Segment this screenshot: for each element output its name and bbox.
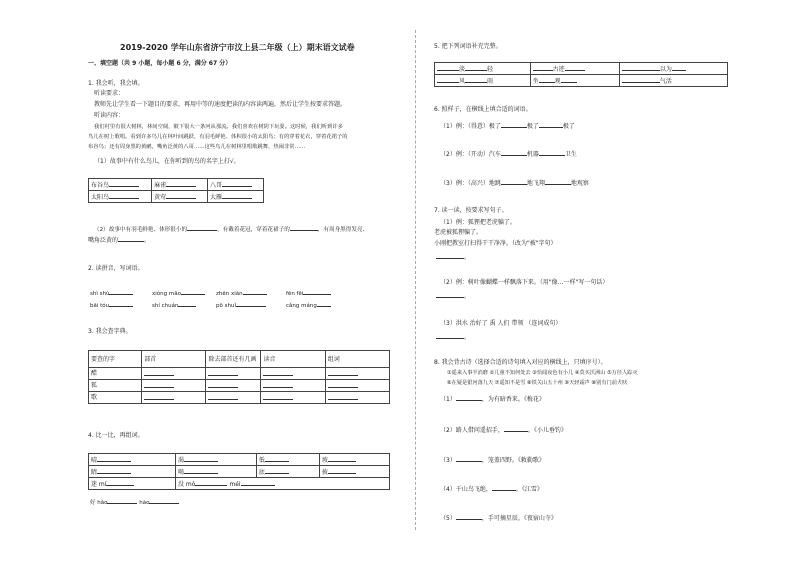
answer-blank[interactable]: [436, 291, 464, 298]
idiom-word: 风: [459, 78, 466, 85]
bird-cell[interactable]: [152, 179, 208, 191]
compare-cell[interactable]: [256, 454, 319, 466]
answer-blank[interactable]: [106, 479, 134, 486]
table-cell-char: 狐: [89, 380, 142, 392]
q3-heading: 3. 我会查字典。: [88, 328, 132, 335]
table-cell[interactable]: [206, 380, 261, 392]
char: 迷 mí: [91, 481, 107, 488]
q1-sub2: [94, 224, 368, 234]
table-header: 要查的字: [89, 351, 142, 368]
q6-text: 卫生: [564, 151, 577, 158]
compare-cell[interactable]: [319, 466, 389, 478]
table-cell[interactable]: [261, 380, 325, 392]
q8-text: ，笼盖四野。《敕勒歌》: [481, 457, 545, 464]
answer-blank[interactable]: [222, 180, 252, 187]
answer-blank[interactable]: [545, 178, 571, 185]
q1-sub2-cont: 嘴角泛黄的 。: [88, 237, 151, 244]
q8-text: （5）: [440, 515, 456, 522]
answer-blank[interactable]: [144, 369, 174, 376]
answer-blank[interactable]: [328, 455, 356, 462]
q8-line: [440, 394, 545, 404]
q6-text: 极了: [526, 123, 539, 130]
idiom-cell[interactable]: [435, 63, 531, 75]
table-header: 读音: [261, 351, 325, 368]
answer-blank[interactable]: [437, 64, 459, 71]
q6-text: （1）例：（得意）极了: [440, 123, 501, 130]
answer-blank[interactable]: [622, 76, 660, 83]
table-cell[interactable]: [325, 368, 389, 380]
dictionary-table: [88, 350, 390, 404]
answer-blank[interactable]: [465, 76, 487, 83]
idiom-cell[interactable]: [530, 75, 619, 87]
table-cell[interactable]: [325, 392, 389, 404]
answer-blank[interactable]: [456, 394, 482, 401]
bird-name: 八哥: [210, 182, 223, 189]
pinyin-row: [90, 300, 346, 310]
char: méi: [229, 481, 241, 488]
answer-blank[interactable]: [456, 455, 482, 462]
pinyin: fēn fēi: [286, 291, 304, 297]
compare-cell[interactable]: [256, 466, 319, 478]
answer-blank[interactable]: [501, 178, 527, 185]
compare-table: [88, 453, 390, 490]
q6-line: [440, 149, 577, 159]
char: 睛: [91, 469, 98, 476]
idiom-cell[interactable]: [619, 63, 727, 75]
q1-material-label: 听读内容：: [94, 112, 125, 119]
idiom-word: 坐: [532, 78, 539, 85]
answer-blank[interactable]: [561, 76, 577, 83]
answer-blank[interactable]: [303, 288, 331, 295]
answer-blank[interactable]: [236, 300, 266, 307]
bird-name: 太阳鸟: [91, 194, 110, 201]
q1-material-line: 鸟儿在树上歌唱。看到许多鸟儿在林叶间跳跃，有羽毛鲜艳、体积很小的太阳鸟；有的穿着花衣，穿着花裙子的: [88, 134, 348, 140]
answer-blank[interactable]: [166, 180, 196, 187]
q1-sub1: （1）故事中有什么鸟儿，在你听到的鸟的名字上打√。: [94, 158, 240, 165]
section-heading: 一、填空题（共 9 小题，每小题 6 分，满分 67 分）: [88, 60, 232, 67]
answer-blank[interactable]: [109, 300, 133, 307]
answer-blank[interactable]: [328, 393, 358, 400]
answer-blank[interactable]: [328, 381, 358, 388]
q6-line: [440, 121, 575, 131]
bird-cell[interactable]: [208, 191, 264, 203]
char: hào: [139, 500, 150, 506]
table-cell[interactable]: [206, 392, 261, 404]
compare-cell[interactable]: [89, 466, 176, 478]
bird-name: 黄莺: [154, 194, 167, 201]
compare-cell[interactable]: [176, 466, 257, 478]
answer-blank[interactable]: [539, 76, 555, 83]
q1-sub2-text: （2）故事中有羽毛鲜艳、体形很小的: [94, 227, 188, 233]
q1-sub2-text: 嘴角泛黄的: [88, 237, 119, 244]
answer-blank[interactable]: [328, 467, 356, 474]
answer-blank[interactable]: [622, 64, 660, 71]
char: 底: [258, 469, 265, 476]
answer-blank[interactable]: [263, 381, 293, 388]
char: 晴: [91, 457, 98, 464]
q2-heading: 2. 读拼音，写词语。: [88, 265, 144, 272]
answer-blank[interactable]: [317, 300, 331, 307]
answer-blank[interactable]: [533, 64, 553, 71]
q8-text: ，为有暗香来。《梅花》: [481, 396, 545, 403]
idiom-word: 淡: [459, 66, 466, 73]
char: 低: [258, 457, 265, 464]
table-cell[interactable]: [261, 392, 325, 404]
pinyin: bāi tóu: [90, 303, 110, 309]
char: 披: [321, 469, 328, 476]
answer-blank[interactable]: [465, 64, 487, 71]
q8-line: [440, 484, 543, 494]
q6-heading: 6. 照样子，在横线上填合适的词语。: [434, 106, 532, 113]
q6-text: 地观察: [570, 180, 589, 187]
pinyin-row: [90, 288, 346, 298]
bird-cell[interactable]: [89, 179, 152, 191]
bird-cell[interactable]: [208, 179, 264, 191]
answer-blank[interactable]: [109, 192, 139, 199]
answer-blank[interactable]: [181, 288, 205, 295]
q8-line: [440, 455, 545, 465]
table-cell[interactable]: [206, 368, 261, 380]
q8-heading: 8. 我会背古诗（选择合适的诗句填入对应的横线上，只填序号）。: [434, 359, 607, 366]
answer-blank[interactable]: [492, 484, 516, 491]
idiom-cell[interactable]: [530, 63, 619, 75]
q7-prompt: （3）洪水 治好了 禹 人们 带领 （连词成句）: [440, 320, 562, 327]
q8-line: [440, 425, 567, 435]
table-header: 除去部首还有几画: [206, 351, 261, 368]
table-header: 部首: [142, 351, 206, 368]
q7-prompt: 小刚把教室打扫得干干净净。（改为"被"字句）: [434, 240, 557, 247]
answer-blank[interactable]: [243, 288, 267, 295]
answer-blank[interactable]: [208, 369, 238, 376]
answer-blank[interactable]: [149, 497, 179, 504]
answer-blank[interactable]: [328, 369, 358, 376]
pinyin-cell[interactable]: [216, 288, 286, 298]
answer-blank[interactable]: [118, 235, 144, 242]
answer-blank[interactable]: [539, 149, 565, 156]
answer-blank[interactable]: [208, 393, 238, 400]
q7-answer: 。: [436, 252, 470, 262]
answer-blank[interactable]: [178, 300, 196, 307]
bird-name: 布谷鸟: [91, 182, 110, 189]
answer-blank[interactable]: [539, 121, 563, 128]
answer-blank[interactable]: [144, 393, 174, 400]
table-cell[interactable]: [142, 380, 206, 392]
table-cell[interactable]: [261, 368, 325, 380]
compare-extra: [90, 497, 179, 507]
pinyin: zhēn xiàn: [216, 291, 243, 297]
q6-text: 极了: [562, 123, 575, 130]
answer-blank[interactable]: [107, 497, 137, 504]
q1-material-line: 我们村里有很大树林，林间空阔，陂下很大一条河从那流。我们喜欢在树阴下玩耍。这时候，我们听到许多: [94, 124, 343, 130]
char: 坡: [321, 457, 328, 464]
answer-blank[interactable]: [144, 381, 174, 388]
answer-blank[interactable]: [166, 192, 196, 199]
answer-blank[interactable]: [195, 479, 227, 486]
char: 喝: [178, 469, 185, 476]
q1-req-label: 听读要求：: [94, 90, 125, 97]
answer-blank[interactable]: [263, 369, 293, 376]
q7-example: 老虎被狐狸骗了。: [434, 229, 483, 236]
q6-text: （3）例：（高兴）地跳: [440, 180, 501, 187]
compare-cell[interactable]: [89, 478, 176, 490]
answer-blank[interactable]: [263, 393, 293, 400]
answer-blank[interactable]: [109, 288, 133, 295]
pinyin: pō shuǐ: [216, 303, 236, 309]
table-cell-char: 歌: [89, 392, 142, 404]
pinyin: shì shù: [90, 291, 110, 297]
answer-blank[interactable]: [109, 180, 139, 187]
table-cell-char: 醋: [89, 368, 142, 380]
q8-line: [440, 513, 557, 523]
answer-blank[interactable]: [290, 224, 318, 231]
bird-table: [88, 178, 264, 203]
answer-blank[interactable]: [222, 192, 252, 199]
q7-example: （1）例：狐狸把老虎骗了。: [440, 219, 516, 226]
table-cell[interactable]: [142, 368, 206, 380]
q7-answer: 。: [436, 291, 470, 301]
answer-blank[interactable]: [672, 64, 686, 71]
idiom-cell[interactable]: [619, 75, 727, 87]
q6-text: 地飞翔: [526, 180, 545, 187]
q8-text: ，手可摘星辰。《夜宿山寺》: [481, 515, 557, 522]
q8-text: （4）千山鸟飞绝，: [440, 486, 492, 493]
pinyin-cell[interactable]: [286, 288, 346, 298]
answer-blank[interactable]: [436, 332, 464, 339]
q1-material-line: 布谷鸟；还有周身黑的黄鹂，嘴角泛黄的八哥……这些鸟儿在树林里唱歌跳舞，热闹非常……: [88, 144, 306, 150]
q8-options: ⑥在疑是银河落九天 ⑦遥知不是雪 ⑧铁关山五十州 ⑨天轻霜声 ⑩别有门前犬吠: [447, 380, 628, 386]
idiom-word: 雨: [487, 78, 494, 85]
idiom-word: 以为: [659, 66, 672, 73]
answer-blank[interactable]: [265, 455, 289, 462]
pinyin-cell[interactable]: [90, 300, 152, 310]
pinyin-cell[interactable]: [216, 300, 286, 310]
q7-answer: 。: [436, 332, 470, 342]
answer-blank[interactable]: [265, 467, 289, 474]
answer-blank[interactable]: [184, 467, 218, 474]
compare-cell[interactable]: [176, 454, 257, 466]
q6-text: 机器: [526, 151, 539, 158]
char: 渴: [178, 457, 185, 464]
bird-cell[interactable]: [89, 191, 152, 203]
compare-cell[interactable]: [319, 454, 389, 466]
column-divider: [415, 30, 416, 530]
answer-blank[interactable]: [208, 381, 238, 388]
q7-prompt: （2）例：树叶像蝴蝶一样飘落下来。（用"像…一样"写一句话）: [440, 279, 609, 286]
pinyin-cell[interactable]: [90, 288, 152, 298]
q6-text: （2）例：（开动）汽车: [440, 151, 501, 158]
q6-line: [440, 178, 589, 188]
answer-blank[interactable]: [437, 76, 459, 83]
q1-sub2-text: ，有周身黑得发亮、: [317, 227, 369, 233]
q8-text: （3）: [440, 457, 456, 464]
answer-blank[interactable]: [501, 149, 527, 156]
bird-name: 大雁: [210, 194, 223, 201]
q5-heading: 5. 把下列词语补充完整。: [434, 43, 502, 50]
pinyin: xióng māo: [152, 291, 181, 297]
compare-cell[interactable]: [89, 454, 176, 466]
pinyin: cǎng máng: [286, 303, 317, 309]
q8-text: 。《小儿垂钓》: [527, 427, 567, 434]
answer-blank[interactable]: [97, 467, 131, 474]
char: 没 mò: [178, 481, 196, 488]
pinyin-cell[interactable]: [152, 300, 216, 310]
q1-sub2-text: ，有戴着花冠，穿着花裙子的: [217, 227, 290, 233]
idiom-cell[interactable]: [435, 75, 531, 87]
answer-blank[interactable]: [501, 121, 527, 128]
exam-title: 2019-2020 学年山东省济宁市汶上县二年级（上）期末语文试卷: [120, 43, 355, 52]
bird-cell[interactable]: [152, 191, 208, 203]
table-cell[interactable]: [325, 380, 389, 392]
idiom-word: 轻: [487, 66, 494, 73]
pinyin: shí chuán: [152, 303, 179, 309]
answer-blank[interactable]: [456, 513, 482, 520]
q8-options: ①遥来入事半消磨 ②儿童不知何处去 ③恰闻夜色有小儿 ④莫买沃洲山 ⑤万径人踪灭: [447, 370, 638, 376]
compare-cell[interactable]: [176, 478, 390, 490]
q8-text: 。《江雪》: [515, 486, 543, 493]
q7-heading: 7. 读一读，按要求写句子。: [434, 207, 508, 214]
q8-text: （1）: [440, 396, 456, 403]
q4-heading: 4. 比一比，再组词。: [88, 432, 144, 439]
q1-req-text: 教师先让学生看一下题目的要求，再用中等的速度把读的内容读两遍，然后让学生按要求答题。: [94, 101, 347, 108]
answer-blank[interactable]: [241, 479, 275, 486]
idiom-word: 古迹: [552, 66, 565, 73]
q1-heading: 1. 我会听，我会填。: [88, 80, 144, 87]
answer-blank[interactable]: [97, 455, 131, 462]
pinyin-cell[interactable]: [152, 288, 216, 298]
char: 好 hǎo: [90, 500, 108, 506]
idiom-word: 观: [554, 78, 561, 85]
bird-name: 麻雀: [154, 182, 167, 189]
table-header: 组词: [325, 351, 389, 368]
q8-text: （2）路人借问遥招手，: [440, 427, 504, 434]
answer-blank[interactable]: [504, 425, 528, 432]
idiom-table: [434, 62, 728, 87]
pinyin-cell[interactable]: [286, 300, 346, 310]
answer-blank[interactable]: [187, 224, 217, 231]
answer-blank[interactable]: [436, 252, 464, 259]
answer-blank[interactable]: [184, 455, 218, 462]
table-cell[interactable]: [142, 392, 206, 404]
idiom-word: 气活: [659, 78, 672, 85]
answer-blank[interactable]: [565, 64, 585, 71]
